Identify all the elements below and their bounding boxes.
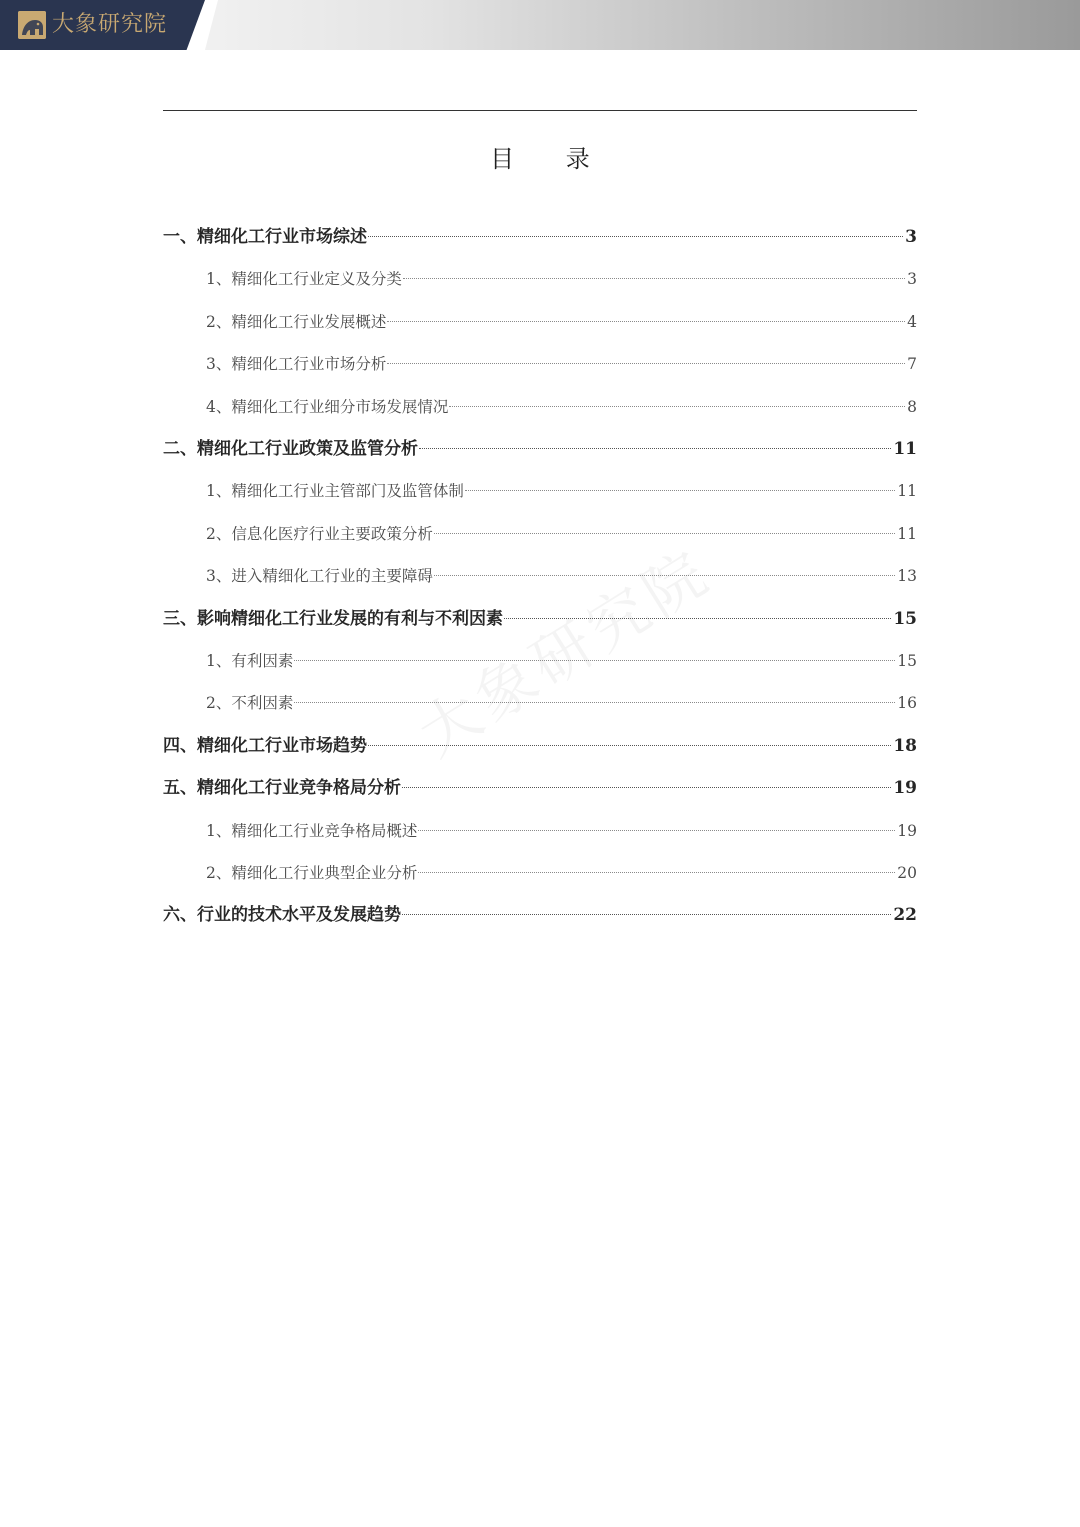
- toc-page-number: 19: [897, 822, 917, 840]
- toc-page-number: 11: [893, 439, 917, 459]
- toc-page-number: 4: [907, 313, 917, 331]
- toc-entry-label: 4、精细化工行业细分市场发展情况: [206, 398, 449, 416]
- toc-section-entry[interactable]: [163, 606, 917, 632]
- toc-entry-label: 3、精细化工行业市场分析: [206, 355, 387, 373]
- page-title: 目 录: [490, 145, 612, 173]
- toc-subsection-entry[interactable]: [206, 309, 917, 335]
- toc-page-number: 3: [907, 270, 917, 288]
- toc-page-number: 11: [897, 525, 917, 543]
- watermark: 大象研究院: [406, 536, 724, 771]
- toc-entry-label: 1、精细化工行业主管部门及监管体制: [206, 482, 464, 500]
- toc-entry-label: 一、精细化工行业市场综述: [163, 227, 367, 247]
- toc-page-number: 15: [897, 652, 917, 670]
- toc-entry-label: 2、信息化医疗行业主要政策分析: [206, 525, 433, 543]
- toc-dot-leader: [418, 830, 895, 831]
- toc-entry-label: 三、影响精细化工行业发展的有利与不利因素: [163, 609, 503, 629]
- toc-page-number: 11: [897, 482, 917, 500]
- toc-page-number: 15: [893, 609, 917, 629]
- toc-subsection-entry[interactable]: [206, 648, 917, 674]
- toc-page-number: 7: [907, 355, 917, 373]
- toc-section-entry[interactable]: [163, 436, 917, 462]
- toc-subsection-entry[interactable]: [206, 266, 917, 292]
- toc-dot-leader: [402, 914, 891, 915]
- toc-dot-leader: [387, 363, 905, 364]
- toc-section-entry[interactable]: [163, 224, 917, 250]
- toc-subsection-entry[interactable]: [206, 521, 917, 547]
- toc-entry-label: 2、精细化工行业发展概述: [206, 313, 387, 331]
- toc-subsection-entry[interactable]: [206, 394, 917, 420]
- toc-section-entry[interactable]: [163, 733, 917, 759]
- toc-entry-label: 四、精细化工行业市场趋势: [163, 736, 367, 756]
- toc-dot-leader: [465, 490, 895, 491]
- toc-dot-leader: [387, 321, 905, 322]
- toc-page-number: 20: [897, 864, 917, 882]
- toc-entry-label: 六、行业的技术水平及发展趋势: [163, 905, 401, 925]
- toc-subsection-entry[interactable]: [206, 563, 917, 589]
- top-divider: [163, 110, 917, 111]
- toc-dot-leader: [504, 618, 891, 619]
- toc-page-number: 18: [893, 736, 917, 756]
- toc-page-number: 3: [905, 227, 917, 247]
- banner-gradient: [150, 0, 1080, 50]
- toc-dot-leader: [418, 872, 895, 873]
- toc-dot-leader: [294, 660, 895, 661]
- toc-page-number: 13: [897, 567, 917, 585]
- toc-subsection-entry[interactable]: [206, 818, 917, 844]
- toc-dot-leader: [368, 236, 903, 237]
- toc-subsection-entry[interactable]: [206, 690, 917, 716]
- toc-dot-leader: [434, 575, 895, 576]
- toc-dot-leader: [449, 406, 905, 407]
- toc-entry-label: 2、精细化工行业典型企业分析: [206, 864, 418, 882]
- header-banner: [0, 0, 1080, 50]
- brand-name: 大象研究院: [52, 12, 168, 37]
- toc-section-entry[interactable]: [163, 775, 917, 801]
- elephant-logo-icon: [18, 11, 46, 39]
- toc-subsection-entry[interactable]: [206, 478, 917, 504]
- toc-entry-label: 2、不利因素: [206, 694, 294, 712]
- toc-dot-leader: [419, 448, 891, 449]
- toc-dot-leader: [403, 278, 905, 279]
- toc-page-number: 8: [907, 398, 917, 416]
- toc-page-number: 16: [897, 694, 917, 712]
- toc-dot-leader: [294, 702, 895, 703]
- toc-subsection-entry[interactable]: [206, 351, 917, 377]
- toc-dot-leader: [434, 533, 895, 534]
- toc-entry-label: 1、精细化工行业竞争格局概述: [206, 822, 418, 840]
- toc-entry-label: 五、精细化工行业竞争格局分析: [163, 778, 401, 798]
- toc-entry-label: 3、进入精细化工行业的主要障碍: [206, 567, 433, 585]
- toc-entry-label: 二、精细化工行业政策及监管分析: [163, 439, 418, 459]
- toc-entry-label: 1、有利因素: [206, 652, 294, 670]
- toc-page-number: 19: [893, 778, 917, 798]
- toc-dot-leader: [402, 787, 891, 788]
- toc-entry-label: 1、精细化工行业定义及分类: [206, 270, 402, 288]
- toc-section-entry[interactable]: [163, 902, 917, 928]
- toc-subsection-entry[interactable]: [206, 860, 917, 886]
- toc-dot-leader: [368, 745, 891, 746]
- toc-page-number: 22: [893, 905, 917, 925]
